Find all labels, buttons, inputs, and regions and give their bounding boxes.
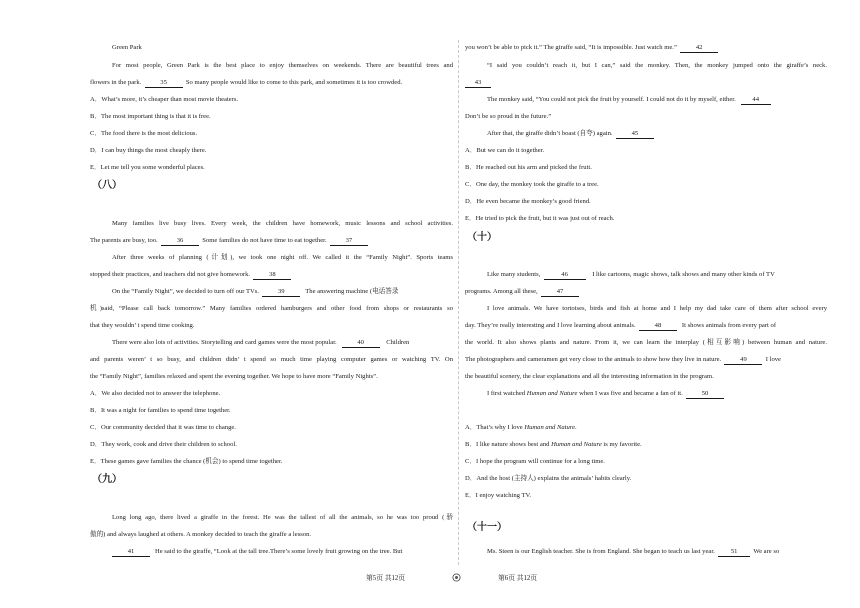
blank-40[interactable]: 40 xyxy=(342,340,380,348)
text-line: the world. It also shows plants and nature. From it, we can learn the interplay (相互影响) between human and nature. xyxy=(465,339,827,346)
blank-35[interactable]: 35 xyxy=(145,80,183,88)
option-c: C．I hope the program will continue for a long time. xyxy=(465,458,605,465)
text-line: and parents weren’ t so busy, and children didn’ t spend so much time playing computer games or watching TV. On xyxy=(90,356,453,363)
option-a: A．But we can do it together. xyxy=(465,147,545,154)
text-line: After that, the giraffe didn’t boast (自夸) again. 45 xyxy=(465,130,827,139)
option-b: B．He reached out his arm and picked the fruit. xyxy=(465,164,592,171)
binding-mark-icon xyxy=(452,573,461,582)
text-line: On the “Family Night”, we decided to turn off our TVs. 39 The answering machine (电话答录 xyxy=(112,288,399,295)
text-line: flowers in the park. 35 So many people would like to come to this park, and sometimes it is too crowded. xyxy=(90,79,403,86)
text-line: you won’t be able to pick it.” The giraffe said, “It is impossible. Just watch me.” 42 xyxy=(465,44,827,53)
page-divider xyxy=(458,40,459,565)
option-a: A．That’s why I love Human and Nature. xyxy=(465,424,577,431)
section-heading-9: （九） xyxy=(92,474,122,485)
text-line: I love animals. We have tortoises, birds and fish at home and I help my dad take care of them after school every xyxy=(487,305,827,312)
blank-41[interactable]: 41 xyxy=(112,549,150,557)
option-e: E．He tried to pick the fruit, but it was just out of reach. xyxy=(465,215,615,222)
blank-43[interactable]: 43 xyxy=(465,80,491,88)
text-line: I first watched Human and Nature when I was five and became a fan of it. 50 xyxy=(465,390,827,399)
text-line xyxy=(465,79,827,88)
text-line: Ms. Steen is our English teacher. She is from England. She began to teach us last year. 51 We are so xyxy=(487,548,780,555)
option-d: D．I can buy things the most cheaply there. xyxy=(90,147,207,154)
text-line: Like many students, 46 I like cartoons, magic shows, talk shows and many other kinds of TV xyxy=(487,271,775,278)
text-line: The photographers and cameramen get very close to the animals to show how they live in nature. 49 I love xyxy=(465,356,781,363)
section-heading-8: （八） xyxy=(92,180,122,191)
blank-44[interactable]: 44 xyxy=(741,97,771,105)
text-line: stopped their practices, and teachers did not give homework. 38 xyxy=(90,271,453,280)
text-line: 傲的) and always laughed at others. A monkey decided to teach the giraffe a lesson. xyxy=(90,531,312,538)
option-e: E．I enjoy watching TV. xyxy=(465,492,532,499)
passage-title: Green Park xyxy=(112,44,142,51)
blank-38[interactable]: 38 xyxy=(253,272,291,280)
blank-37[interactable]: 37 xyxy=(330,238,368,246)
option-b: B．It was a night for families to spend time together. xyxy=(90,407,231,414)
text-line: There were also lots of activities. Storytelling and card games were the most popular. 40 Children xyxy=(112,339,410,346)
text-line: Many families live busy lives. Every week, the children have homework, music lessons and school activities. xyxy=(112,220,453,227)
option-d: D．He even became the monkey’s good friend. xyxy=(465,198,591,205)
text-line: The parents are busy, too. 36 Some families do not have time to eat together. 37 xyxy=(90,237,453,246)
option-c: C．Our community decided that it was time to change. xyxy=(90,424,236,431)
option-e: E．Let me tell you some wonderful places. xyxy=(90,164,205,171)
page-number-right: 第6页 共12页 xyxy=(498,575,538,582)
blank-48[interactable]: 48 xyxy=(639,323,677,331)
option-b: B．The most important thing is that it is free. xyxy=(90,113,211,120)
blank-50[interactable]: 50 xyxy=(686,391,724,399)
text-line: After three weeks of planning (计划), we took one night off. We called it the “Family Night”. Sports teams xyxy=(112,254,453,261)
option-e: E．These games gave families the chance (机会) to spend time together. xyxy=(90,458,283,465)
option-c: C．The food there is the most delicious. xyxy=(90,130,198,137)
text-line: Long long ago, there lived a giraffe in the forest. He was the tallest of all the animals, so he was too proud (骄 xyxy=(112,514,453,521)
page-number-left: 第5页 共12页 xyxy=(366,575,406,582)
blank-47[interactable]: 47 xyxy=(541,289,579,297)
option-d: D．And the host (主持人) explains the animals’ habits clearly. xyxy=(465,475,632,482)
option-a: A．What’s more, it’s cheaper than most movie theaters. xyxy=(90,96,239,103)
text-line: 41 He said to the giraffe, “Look at the tall tree.There’s some lovely fruit growing on the tree. But xyxy=(90,548,453,557)
text-line: 机)said, “Please call back tomorrow.” Many families ordered hamburgers and other food from shops or restaurants so xyxy=(90,305,453,312)
option-c: C．One day, the monkey took the giraffe to a tree. xyxy=(465,181,599,188)
option-a: A．We also decided not to answer the telephone. xyxy=(90,390,221,397)
text-line: “I said you couldn’t reach it, but I can,” said the monkey. Then, the monkey jumped onto the giraffe’s neck. xyxy=(487,62,827,69)
blank-36[interactable]: 36 xyxy=(161,238,199,246)
text-line: day. They’re really interesting and I love learning about animals. 48 It shows animals from every part of xyxy=(465,322,777,329)
text-line: The monkey said, “You could not pick the fruit by yourself. I could not do it by myself, either. 44 xyxy=(465,96,827,105)
text-line: that they wouldn’ t spend time cooking. xyxy=(90,322,195,329)
section-heading-10: （十） xyxy=(467,232,497,243)
text-line: the “Family Night”, families relaxed and spent the evening together. We hope to have more “Family Nights”. xyxy=(90,373,378,380)
blank-49[interactable]: 49 xyxy=(724,357,762,365)
text-line: the beautiful scenery, the clear explanations and all the interesting information in the program. xyxy=(465,373,714,380)
option-b: B．I like nature shows best and Human and Nature is my favorite. xyxy=(465,441,642,448)
section-heading-11: （十一） xyxy=(467,522,507,533)
text-line: programs. Among all these, 47 xyxy=(465,288,827,297)
blank-51[interactable]: 51 xyxy=(718,549,750,557)
text-line: Don’t be so proud in the future.” xyxy=(465,113,552,120)
option-d: D．They work, cook and drive their children to school. xyxy=(90,441,237,448)
blank-45[interactable]: 45 xyxy=(616,131,654,139)
text-line: For most people, Green Park is the best place to enjoy themselves on weekends. There are beautiful trees and xyxy=(112,62,453,69)
blank-42[interactable]: 42 xyxy=(680,45,718,53)
blank-46[interactable]: 46 xyxy=(544,272,586,280)
blank-39[interactable]: 39 xyxy=(262,289,300,297)
